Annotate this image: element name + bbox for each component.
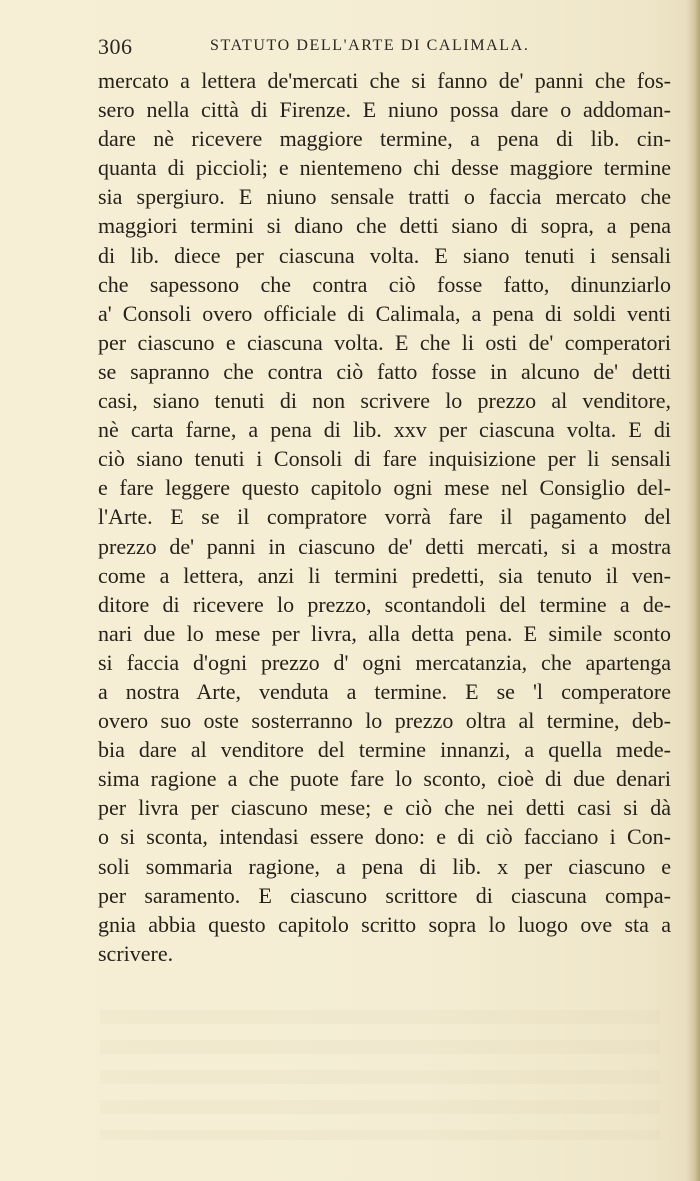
text-line: di lib. diece per ciascuna volta. E siano tenuti i sensali (98, 242, 671, 268)
text-line: sima ragione a che puote fare lo sconto, cioè di due denari (98, 766, 671, 792)
text-line: gnia abbia questo capitolo scritto sopra lo luogo ove sta a (98, 911, 671, 937)
text-line: che sapessono che contra ciò fosse fatto, dinunziarlo (98, 271, 671, 297)
text-line: nari due lo mese per livra, alla detta pena. E simile sconto (98, 620, 671, 646)
text-line: nè carta farne, a pena di lib. xxv per ciascuna volta. E di (98, 417, 671, 443)
text-line: se sapranno che contra ciò fatto fosse in alcuno de' detti (98, 358, 671, 384)
page-header (98, 34, 671, 60)
text-line: casi, siano tenuti di non scrivere lo prezzo al venditore, (98, 388, 671, 414)
body-text (98, 66, 671, 968)
text-line: sia spergiuro. E niuno sensale tratti o faccia mercato che (98, 184, 671, 210)
text-line: come a lettera, anzi li termini predetti, sia tenuto il ven- (98, 562, 671, 588)
text-line: a' Consoli overo officiale di Calimala, a pena di soldi venti (98, 300, 671, 326)
text-line: si faccia d'ogni prezzo d' ogni mercatanzia, che apartenga (98, 649, 671, 675)
text-line: overo suo oste sosterranno lo prezzo oltra al termine, deb- (98, 708, 671, 734)
text-line: per livra per ciascuno mese; e ciò che nei detti casi si dà (98, 795, 671, 821)
text-line: bia dare al venditore del termine innanzi, a quella mede- (98, 737, 671, 763)
running-head: STATUTO DELL'ARTE DI CALIMALA. (210, 37, 530, 54)
text-line: dare nè ricevere maggiore termine, a pena di lib. cin- (98, 126, 671, 152)
text-line: prezzo de' panni in ciascuno de' detti mercati, si a mostra (98, 533, 671, 559)
text-line: per saramento. E ciascuno scrittore di ciascuna compa- (98, 882, 671, 908)
bleed-through-texture (100, 1010, 660, 1140)
text-line: per ciascuno e ciascuna volta. E che li osti de' comperatori (98, 329, 671, 355)
text-line: o si sconta, intendasi essere dono: e di ciò facciano i Con- (98, 824, 671, 850)
page-number: 306 (98, 34, 133, 59)
text-line: e fare leggere questo capitolo ogni mese nel Consiglio del- (98, 475, 671, 501)
text-line: l'Arte. E se il compratore vorrà fare il pagamento del (98, 504, 671, 530)
text-line: a nostra Arte, venduta a termine. E se 'l comperatore (98, 678, 671, 704)
text-line: ciò siano tenuti i Consoli di fare inquisizione per li sensali (98, 446, 671, 472)
page-edge-shadow (686, 0, 700, 1181)
text-line: ditore di ricevere lo prezzo, scontandoli del termine a de- (98, 591, 671, 617)
text-line: soli sommaria ragione, a pena di lib. x per ciascuno e (98, 853, 671, 879)
text-line: quanta di piccioli; e nientemeno chi desse maggiore termine (98, 155, 671, 181)
text-line: mercato a lettera de'mercati che si fanno de' panni che fos- (98, 68, 671, 93)
text-line: maggiori termini si diano che detti siano di sopra, a pena (98, 213, 671, 239)
text-line-last: scrivere. (98, 940, 174, 966)
text-line: sero nella città di Firenze. E niuno possa dare o addoman- (98, 97, 671, 123)
